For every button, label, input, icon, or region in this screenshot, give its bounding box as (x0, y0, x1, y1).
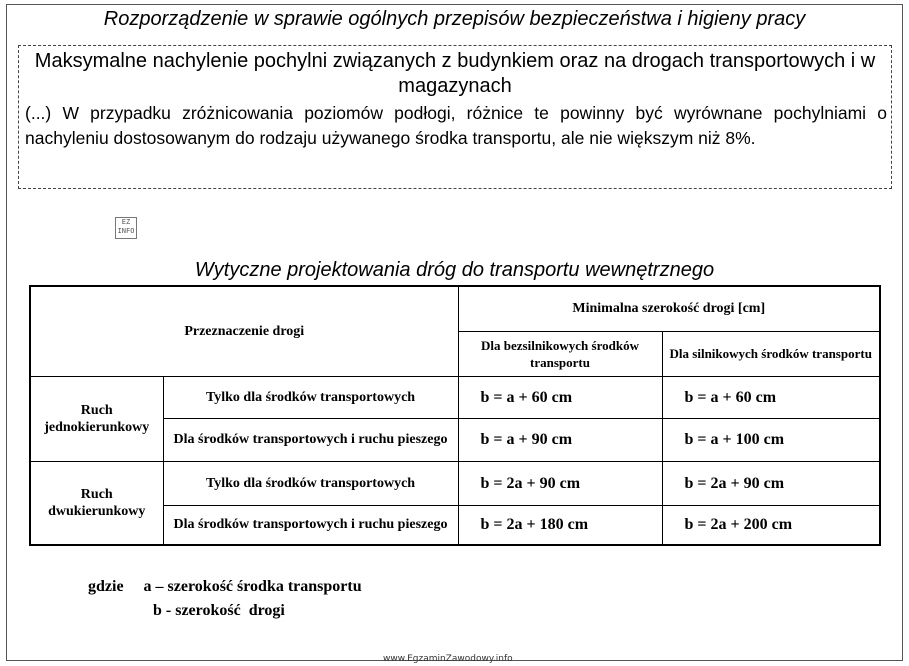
road-width-table (29, 285, 881, 546)
usage-label: Tylko dla środków transportowych (163, 376, 458, 418)
legend (88, 575, 362, 623)
usage-label: Tylko dla środków transportowych (163, 461, 458, 505)
regulation-text: (...) W przypadku zróżnicowania poziomów podłogi, różnice te powinny być wyrównane pochylniami o nachyleniu dostosowanym do rodzaju używanego środka transportu, ale nie większym niż 8%. (25, 103, 887, 148)
formula-motor: b = 2a + 200 cm (662, 505, 880, 545)
col-nonmotor-header: Dla bezsilnikowych środków transportu (458, 331, 662, 376)
purpose-header: Przeznaczenie drogi (30, 286, 458, 376)
formula-nonmotor: b = a + 60 cm (458, 376, 662, 418)
regulation-heading: Maksymalne nachylenie pochylni związanych z budynkiem oraz na drogach transportowych i w magazynach (34, 50, 876, 97)
formula-nonmotor: b = 2a + 180 cm (458, 505, 662, 545)
legend-line-a: a – szerokość środka transportu (143, 578, 362, 595)
legend-line-b: b - szerokość drogi (153, 602, 285, 619)
regulation-excerpt-box (18, 45, 892, 189)
group-label: Ruch dwukierunkowy (30, 461, 163, 545)
min-width-header: Minimalna szerokość drogi [cm] (458, 286, 880, 331)
table-row (30, 376, 880, 418)
usage-label: Dla środków transportowych i ruchu pieszego (163, 505, 458, 545)
formula-motor: b = a + 60 cm (662, 376, 880, 418)
formula-nonmotor: b = a + 90 cm (458, 418, 662, 461)
footer-watermark: www.EgzaminZawodowy.info (383, 654, 513, 664)
formula-nonmotor: b = 2a + 90 cm (458, 461, 662, 505)
usage-label: Dla środków transportowych i ruchu pieszego (163, 418, 458, 461)
formula-motor: b = 2a + 90 cm (662, 461, 880, 505)
table-row (30, 461, 880, 505)
formula-motor: b = a + 100 cm (662, 418, 880, 461)
guidelines-title: Wytyczne projektowania dróg do transportu wewnętrznego (194, 259, 715, 281)
regulation-title: Rozporządzenie w sprawie ogólnych przepisów bezpieczeństwa i higieny pracy (103, 8, 806, 30)
ez-info-icon: EZ INFO (115, 217, 137, 239)
col-motor-header: Dla silnikowych środków transportu (662, 331, 880, 376)
legend-prefix: gdzie (88, 578, 124, 595)
group-label: Ruch jednokierunkowy (30, 376, 163, 461)
